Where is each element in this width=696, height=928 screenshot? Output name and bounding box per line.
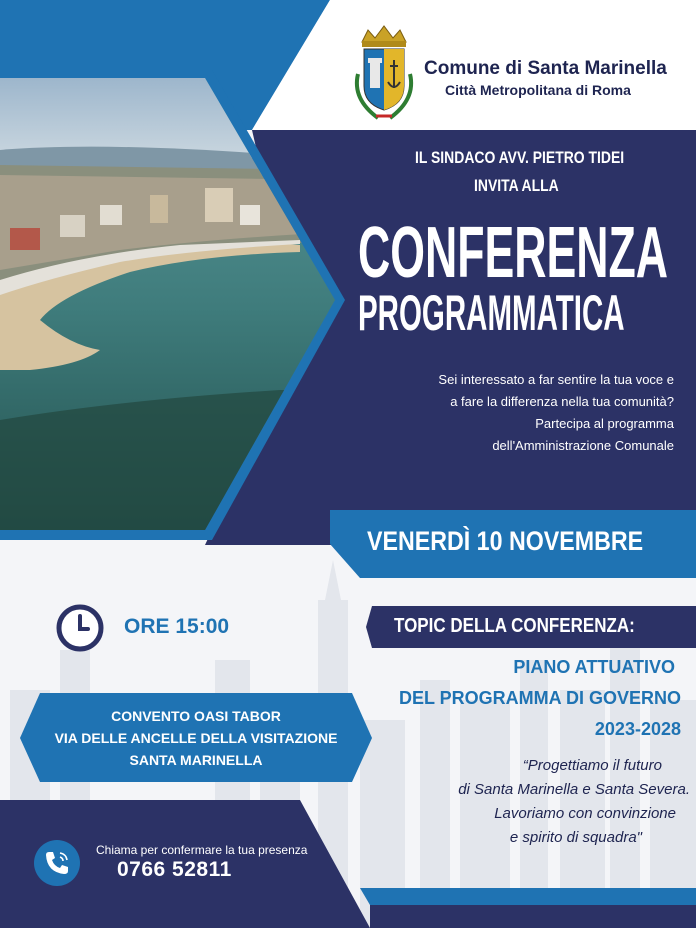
description-line-3: Partecipa al programma (535, 416, 674, 431)
metro-city-name: Città Metropolitana di Roma (445, 82, 631, 98)
quote-line-1: “Progettiamo il futuro (522, 757, 662, 774)
description (438, 369, 674, 457)
topic-body (399, 652, 681, 745)
phone-icon[interactable] (33, 839, 81, 887)
topic-line-3: 2023-2028 (594, 719, 681, 739)
invite-line-2: INVITA ALLA (474, 176, 559, 195)
topic-line-2: DEL PROGRAMMA DI GOVERNO (398, 688, 681, 708)
contact-phone[interactable]: 0766 52811 (117, 858, 232, 881)
venue-line-1: CONVENTO OASI TABOR (111, 708, 281, 724)
invite-line-1: IL SINDACO AVV. PIETRO TIDEI (415, 148, 625, 167)
topic-line-1: PIANO ATTUATIVO (513, 657, 675, 677)
quote (458, 754, 690, 850)
quote-line-3: Lavoriamo con convinzione (494, 805, 676, 822)
description-line-4: dell'Amministrazione Comunale (492, 438, 674, 453)
municipality-name: Comune di Santa Marinella (424, 58, 667, 79)
title-line-1: CONFERENZA (358, 213, 668, 293)
contact-label: Chiama per confermare la tua presenza (96, 843, 308, 857)
description-line-1: Sei interessato a far sentire la tua voce e (438, 372, 674, 387)
topic-header: TOPIC DELLA CONFERENZA: (394, 615, 635, 637)
event-date: VENERDÌ 10 NOVEMBRE (367, 526, 644, 556)
event-time: ORE 15:00 (124, 615, 230, 638)
venue-line-2: VIA DELLE ANCELLE DELLA VISITAZIONE (54, 730, 338, 746)
quote-line-4: e spirito di squadra" (509, 829, 642, 846)
venue (20, 705, 372, 771)
coat-of-arms-icon (348, 24, 420, 122)
clock-icon (56, 604, 104, 652)
venue-line-3: SANTA MARINELLA (129, 752, 263, 768)
quote-line-2: di Santa Marinella e Santa Severa. (458, 781, 690, 798)
title-line-2: PROGRAMMATICA (358, 285, 625, 341)
description-line-2: a fare la differenza nella tua comunità? (450, 394, 674, 409)
